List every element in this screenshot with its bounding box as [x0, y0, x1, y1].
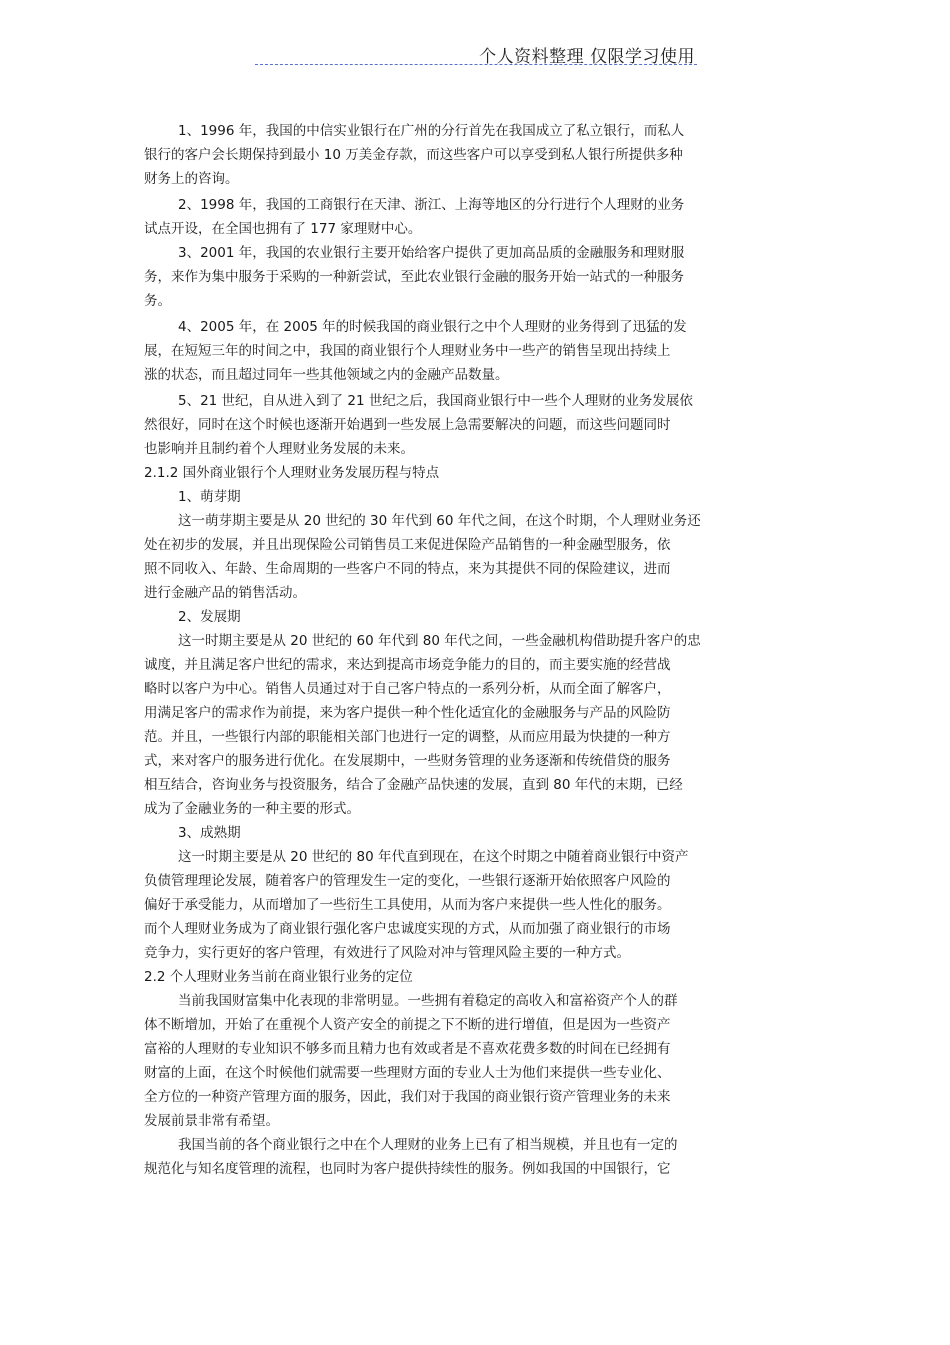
- text-line: 这一时期主要是从 20 世纪的 80 年代直到现在，在这个时期之中随着商业银行中资产: [178, 849, 689, 865]
- text-line: 5、21 世纪，自从进入到了 21 世纪之后，我国商业银行中一些个人理财的业务发展依: [178, 393, 693, 409]
- text-line: 体不断增加，开始了在重视个人资产安全的前提之下不断的进行增值，但是因为一些资产: [144, 1017, 671, 1033]
- text-line: 财务上的咨询。: [144, 171, 239, 187]
- text-line: 而个人理财业务成为了商业银行强化客户忠诚度实现的方式，从而加强了商业银行的市场: [144, 921, 671, 937]
- text-line: 式，来对客户的服务进行优化。在发展期中，一些财务管理的业务逐渐和传统借贷的服务: [144, 753, 671, 769]
- text-line: 3、成熟期: [178, 825, 241, 841]
- text-line: 我国当前的各个商业银行之中在个人理财的业务上已有了相当规模，并且也有一定的: [178, 1137, 678, 1153]
- text-line: 竞争力，实行更好的客户管理，有效进行了风险对冲与管理风险主要的一种方式。: [144, 945, 630, 961]
- text-line: 财富的上面，在这个时候他们就需要一些理财方面的专业人士为他们来提供一些专业化、: [144, 1065, 671, 1081]
- text-line: 偏好于承受能力，从而增加了一些衍生工具使用，从而为客户来提供一些人性化的服务。: [144, 897, 671, 913]
- text-line: 用满足客户的需求作为前提，来为客户提供一种个性化适宜化的金融服务与产品的风险防: [144, 705, 671, 721]
- text-line: 然很好，同时在这个时候也逐渐开始遇到一些发展上急需要解决的问题，而这些问题同时: [144, 417, 671, 433]
- text-line: 富裕的人理财的专业知识不够多而且精力也有效或者是不喜欢花费多数的时间在已经拥有: [144, 1041, 671, 1057]
- text-line: 4、2005 年，在 2005 年的时候我国的商业银行之中个人理财的业务得到了迅猛的发: [178, 319, 687, 335]
- text-line: 务。: [144, 293, 171, 309]
- text-line: 也影响并且制约着个人理财业务发展的未来。: [144, 441, 414, 457]
- text-line: 全方位的一种资产管理方面的服务，因此，我们对于我国的商业银行资产管理业务的未来: [144, 1089, 671, 1105]
- text-line: 负债管理理论发展，随着客户的管理发生一定的变化，一些银行逐渐开始依照客户风险的: [144, 873, 671, 889]
- text-line: 2.2 个人理财业务当前在商业银行业务的定位: [144, 969, 413, 985]
- text-line: 涨的状态，而且超过同年一些其他领域之内的金融产品数量。: [144, 367, 509, 383]
- text-line: 当前我国财富集中化表现的非常明显。一些拥有着稳定的高收入和富裕资产个人的群: [178, 993, 678, 1009]
- text-line: 2、1998 年，我国的工商银行在天津、浙江、上海等地区的分行进行个人理财的业务: [178, 197, 685, 213]
- text-line: 这一萌芽期主要是从 20 世纪的 30 年代到 60 年代之间，在这个时期，个人理财业务还: [178, 513, 701, 529]
- text-line: 1、萌芽期: [178, 489, 241, 505]
- text-line: 成为了金融业务的一种主要的形式。: [144, 801, 360, 817]
- text-line: 展，在短短三年的时间之中，我国的商业银行个人理财业务中一些产的销售呈现出持续上: [144, 343, 671, 359]
- page-header-title: 个人资料整理 仅限学习使用: [479, 47, 695, 67]
- text-line: 发展前景非常有希望。: [144, 1113, 279, 1129]
- text-line: 银行的客户会长期保持到最小 10 万美金存款，而这些客户可以享受到私人银行所提供多种: [144, 147, 683, 163]
- text-line: 照不同收入、年龄、生命周期的一些客户不同的特点，来为其提供不同的保险建议，进而: [144, 561, 671, 577]
- text-line: 略时以客户为中心。销售人员通过对于自己客户特点的一系列分析，从而全面了解客户，: [144, 681, 671, 697]
- text-line: 相互结合，咨询业务与投资服务，结合了金融产品快速的发展，直到 80 年代的末期，已经: [144, 777, 683, 793]
- text-line: 范。并且，一些银行内部的职能相关部门也进行一定的调整，从而应用最为快捷的一种方: [144, 729, 671, 745]
- header-divider: [255, 64, 697, 65]
- text-line: 3、2001 年，我国的农业银行主要开始给客户提供了更加高品质的金融服务和理财服: [178, 245, 685, 261]
- text-line: 进行金融产品的销售活动。: [144, 585, 306, 601]
- text-line: 这一时期主要是从 20 世纪的 60 年代到 80 年代之间，一些金融机构借助提升客户的忠: [178, 633, 701, 649]
- text-line: 处在初步的发展，并且出现保险公司销售员工来促进保险产品销售的一种金融型服务，依: [144, 537, 671, 553]
- text-line: 2、发展期: [178, 609, 241, 625]
- text-line: 2.1.2 国外商业银行个人理财业务发展历程与特点: [144, 465, 440, 481]
- document-body: [144, 119, 799, 1181]
- text-line: 试点开设，在全国也拥有了 177 家理财中心。: [144, 221, 422, 237]
- text-line: 务，来作为集中服务于采购的一种新尝试，至此农业银行金融的服务开始一站式的一种服务: [144, 269, 684, 285]
- text-line: 规范化与知名度管理的流程，也同时为客户提供持续性的服务。例如我国的中国银行，它: [144, 1161, 671, 1177]
- text-line: 诚度，并且满足客户世纪的需求，来达到提高市场竞争能力的目的，而主要实施的经营战: [144, 657, 671, 673]
- text-line: 1、1996 年，我国的中信实业银行在广州的分行首先在我国成立了私立银行，而私人: [178, 123, 685, 139]
